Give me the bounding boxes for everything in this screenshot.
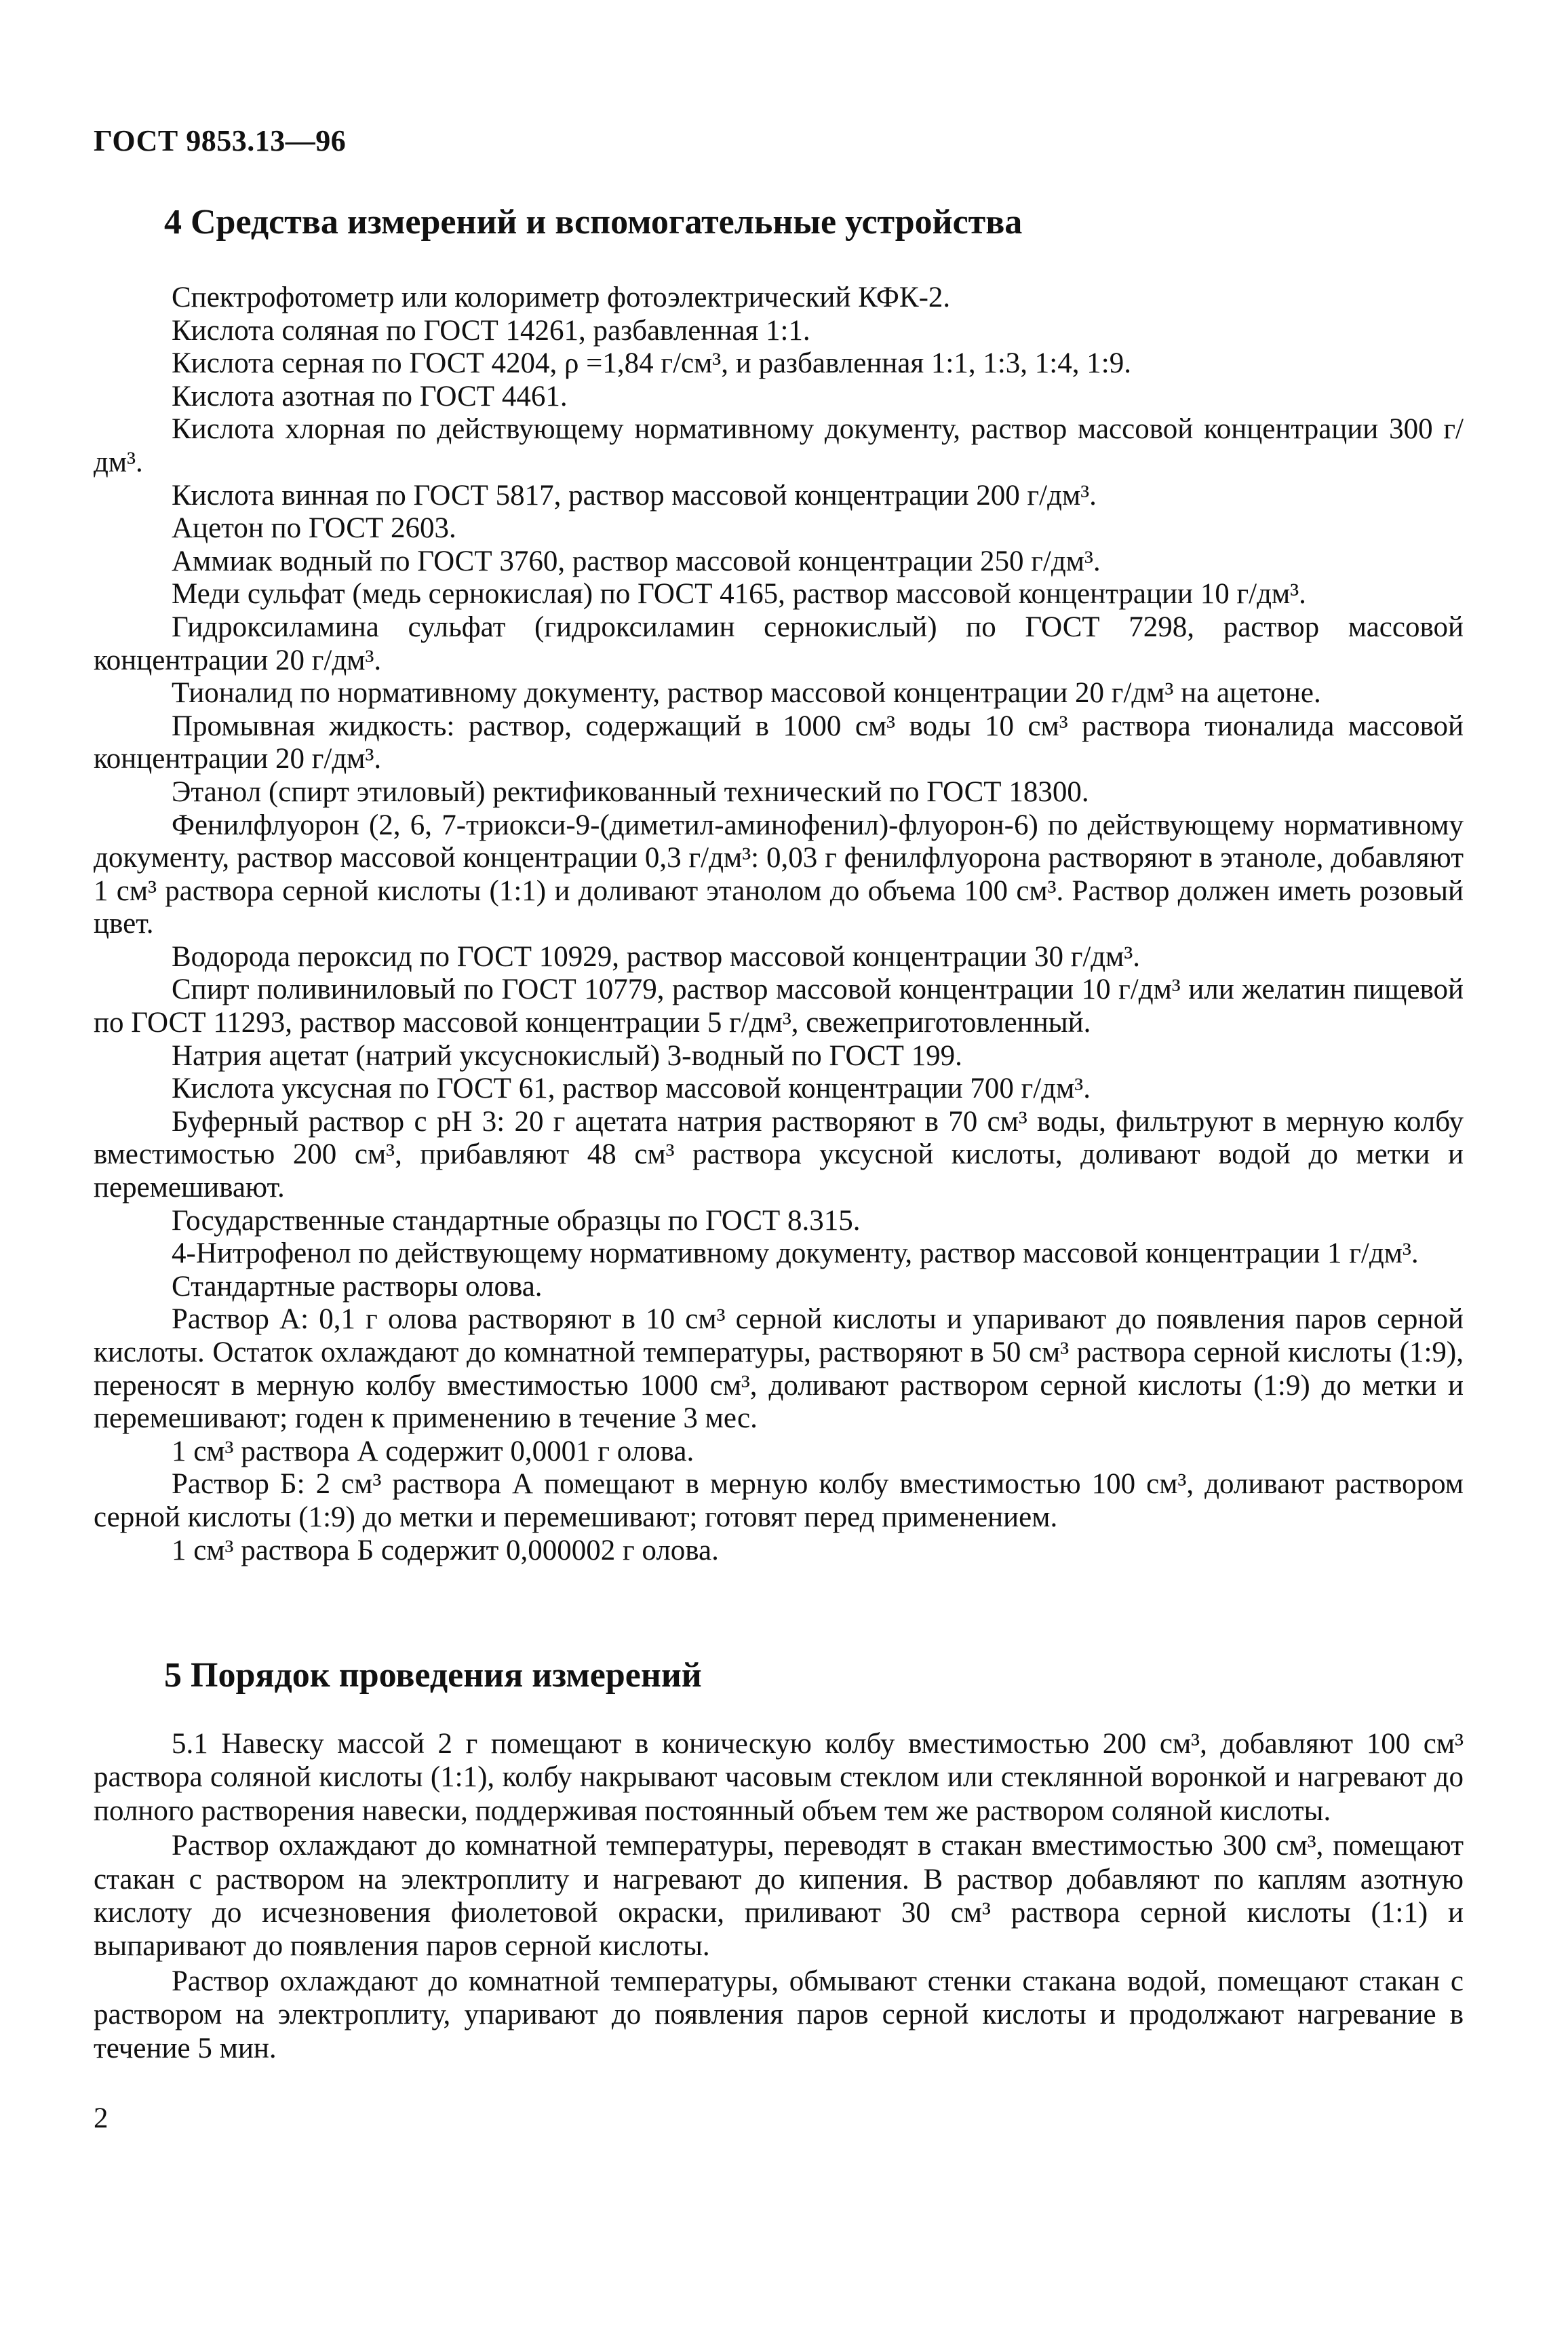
paragraph: 1 см³ раствора А содержит 0,0001 г олова.	[172, 1435, 694, 1467]
paragraph: Раствор охлаждают до комнатной температуры, переводят в стакан вместимостью 300 см³, помещают стакан с раствором на электроплиту и нагревают до кипения. В раствор добавляют по каплям азотную кислоту до исчезновения фиолетовой окраски, приливают 30 см³ раствора серной кислоты (1:1) и выпаривают до появления паров серной кислоты.	[94, 1830, 1464, 1963]
section-5-title: 5 Порядок проведения измерений	[164, 1656, 702, 1695]
section-4-title: 4 Средства измерений и вспомогательные устройства	[164, 203, 1023, 242]
paragraph: Кислота винная по ГОСТ 5817, раствор массовой концентрации 200 г/дм³.	[172, 479, 1097, 512]
section-5-body	[94, 1727, 1464, 2065]
paragraph: Государственные стандартные образцы по ГОСТ 8.315.	[172, 1204, 861, 1237]
paragraph: Натрия ацетат (натрий уксуснокислый) 3-водный по ГОСТ 199.	[172, 1039, 962, 1072]
paragraph: Кислота азотная по ГОСТ 4461.	[172, 380, 568, 412]
paragraph: Спирт поливиниловый по ГОСТ 10779, раствор массовой концентрации 10 г/дм³ или желатин пищевой по ГОСТ 11293, раствор массовой концентрации 5 г/дм³, свежеприготовленный.	[94, 974, 1464, 1039]
paragraph: Кислота соляная по ГОСТ 14261, разбавленная 1:1.	[172, 314, 810, 347]
paragraph: Раствор охлаждают до комнатной температуры, обмывают стенки стакана водой, помещают стакан с раствором на электроплиту, упаривают до появления паров серной кислоты и продолжают нагревание в течение 5 мин.	[94, 1965, 1464, 2064]
paragraph: Раствор Б: 2 см³ раствора А помещают в мерную колбу вместимостью 100 см³, доливают раствором серной кислоты (1:9) до метки и перемешивают; готовят перед применением.	[94, 1468, 1464, 1533]
paragraph: Ацетон по ГОСТ 2603.	[172, 512, 456, 545]
paragraph: Спектрофотометр или колориметр фотоэлектрический КФК-2.	[172, 282, 951, 313]
paragraph: Стандартные растворы олова.	[172, 1270, 543, 1303]
paragraph: Аммиак водный по ГОСТ 3760, раствор массовой концентрации 250 г/дм³.	[172, 545, 1101, 577]
paragraph: Буферный раствор с рН 3: 20 г ацетата натрия растворяют в 70 см³ воды, фильтруют в мерную колбу вместимостью 200 см³, прибавляют 48 см³ раствора уксусной кислоты, доливают водой до метки и перемешивают.	[94, 1105, 1464, 1204]
paragraph: Тионалид по нормативному документу, раствор массовой концентрации 20 г/дм³ на ацетоне.	[172, 677, 1321, 710]
paragraph: Меди сульфат (медь сернокислая) по ГОСТ 4165, раствор массовой концентрации 10 г/дм³.	[172, 578, 1306, 611]
paragraph: Промывная жидкость: раствор, содержащий в 1000 см³ воды 10 см³ раствора тионалида массовой концентрации 20 г/дм³.	[94, 710, 1464, 775]
paragraph: Кислота серная по ГОСТ 4204, ρ =1,84 г/см³, и разбавленная 1:1, 1:3, 1:4, 1:9.	[172, 347, 1131, 380]
paragraph: Раствор А: 0,1 г олова растворяют в 10 см³ серной кислоты и упаривают до появления паров серной кислоты. Остаток охлаждают до комнатной температуры, растворяют в 50 см³ раствора серной кислоты (1:9), переносят в мерную колбу вместимостью 1000 см³, доливают раствором серной кислоты (1:9) до метки и перемешивают; годен к применению в течение 3 мес.	[94, 1303, 1464, 1435]
paragraph: Фенилфлуорон (2, 6, 7-триокси-9-(диметил-аминофенил)-флуорон-6) по действующему нормативному документу, раствор массовой концентрации 0,3 г/дм³: 0,03 г фенилфлуорона растворяют в этаноле, добавляют 1 см³ раствора серной кислоты (1:1) и доливают этанолом до объема 100 см³. Раствор должен иметь розовый цвет.	[94, 809, 1464, 940]
paragraph: 5.1 Навеску массой 2 г помещают в коническую колбу вместимостью 200 см³, добавляют 100 см³ раствора соляной кислоты (1:1), колбу накрывают часовым стеклом или стеклянной воронкой и нагревают до полного растворения навески, поддерживая постоянный объем тем же раствором соляной кислоты.	[94, 1728, 1464, 1827]
paragraph: Гидроксиламина сульфат (гидроксиламин сернокислый) по ГОСТ 7298, раствор массовой концентрации 20 г/дм³.	[94, 611, 1464, 676]
section-4-body	[94, 282, 1464, 1567]
paragraph: 4-Нитрофенол по действующему нормативному документу, раствор массовой концентрации 1 г/дм³.	[172, 1237, 1419, 1270]
paragraph: 1 см³ раствора Б содержит 0,000002 г олова.	[172, 1534, 719, 1566]
page-number: 2	[94, 2102, 109, 2134]
paragraph: Этанол (спирт этиловый) ректификованный технический по ГОСТ 18300.	[172, 775, 1089, 808]
paragraph: Кислота хлорная по действующему нормативному документу, раствор массовой концентрации 300 г/дм³.	[94, 413, 1464, 478]
paragraph: Кислота уксусная по ГОСТ 61, раствор массовой концентрации 700 г/дм³.	[172, 1073, 1091, 1105]
paragraph: Водорода пероксид по ГОСТ 10929, раствор массовой концентрации 30 г/дм³.	[172, 940, 1141, 973]
standard-header: ГОСТ 9853.13—96	[94, 124, 347, 157]
